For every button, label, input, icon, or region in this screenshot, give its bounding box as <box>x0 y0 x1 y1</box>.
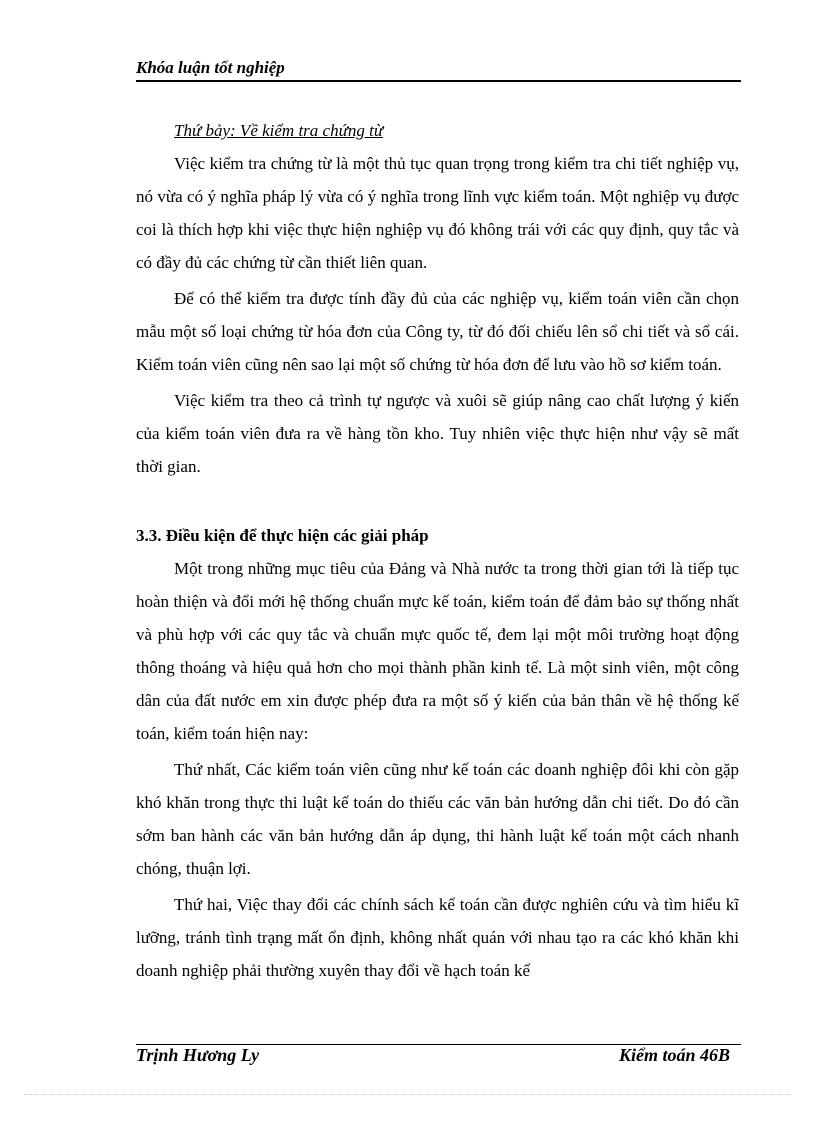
footer-class: Kiểm toán 46B <box>618 1045 730 1065</box>
subheading: Thứ bảy: Về kiểm tra chứng từ <box>174 121 384 140</box>
paragraph: Một trong những mục tiêu của Đảng và Nhà nước ta trong thời gian tới là tiếp tục hoàn thiện và đổi mới hệ thống chuẩn mực kế toán, kiểm toán để đảm bảo sự thống nhất và phù hợp với các quy tắc và chuẩn mực quốc tế, đem lại một môi trường hoạt động thông thoáng và hiệu quả hơn cho mọi thành phần kinh tế. Là một sinh viên, một công dân của đất nước em xin được phép đưa ra một số ý kiến của bản thân về hệ thống kế toán, kiểm toán hiện nay: <box>136 559 739 743</box>
document-body <box>136 114 739 987</box>
paragraph: Việc kiểm tra chứng từ là một thủ tục quan trọng trong kiểm tra chi tiết nghiệp vụ, nó vừa có ý nghĩa pháp lý vừa có ý nghĩa trong lĩnh vực kiểm toán. Một nghiệp vụ được coi là thích hợp khi việc thực hiện nghiệp vụ đó không trái với các quy định, quy tắc và có đầy đủ các chứng từ cần thiết liên quan. <box>136 154 739 272</box>
section-heading: 3.3. Điều kiện để thực hiện các giải pháp <box>136 526 429 545</box>
header-divider <box>136 80 741 82</box>
page-boundary <box>24 1094 792 1095</box>
paragraph: Thứ hai, Việc thay đổi các chính sách kế toán cần được nghiên cứu và tìm hiểu kĩ lưỡng, tránh tình trạng mất ổn định, không nhất quán với nhau tạo ra các khó khăn khi doanh nghiệp phải thường xuyên thay đổi về hạch toán kế <box>136 895 739 980</box>
page-header-title: Khóa luận tốt nghiệp <box>136 58 285 77</box>
paragraph: Việc kiểm tra theo cả trình tự ngược và xuôi sẽ giúp nâng cao chất lượng ý kiến của kiểm toán viên đưa ra về hàng tồn kho. Tuy nhiên việc thực hiện như vậy sẽ mất thời gian. <box>136 391 739 476</box>
paragraph: Thứ nhất, Các kiểm toán viên cũng như kế toán các doanh nghiệp đôi khi còn gặp khó khăn trong thực thi luật kế toán do thiếu các văn bản hướng dẫn chi tiết. Do đó cần sớm ban hành các văn bản hướng dẫn áp dụng, thi hành luật kế toán một cách nhanh chóng, thuận lợi. <box>136 760 739 878</box>
footer-author: Trịnh Hương Ly <box>136 1045 260 1065</box>
paragraph: Để có thể kiểm tra được tính đầy đủ của các nghiệp vụ, kiểm toán viên cần chọn mẫu một số loại chứng từ hóa đơn của Công ty, từ đó đối chiếu lên sổ chi tiết và sổ cái. Kiểm toán viên cũng nên sao lại một số chứng từ hóa đơn để lưu vào hồ sơ kiểm toán. <box>136 289 739 374</box>
